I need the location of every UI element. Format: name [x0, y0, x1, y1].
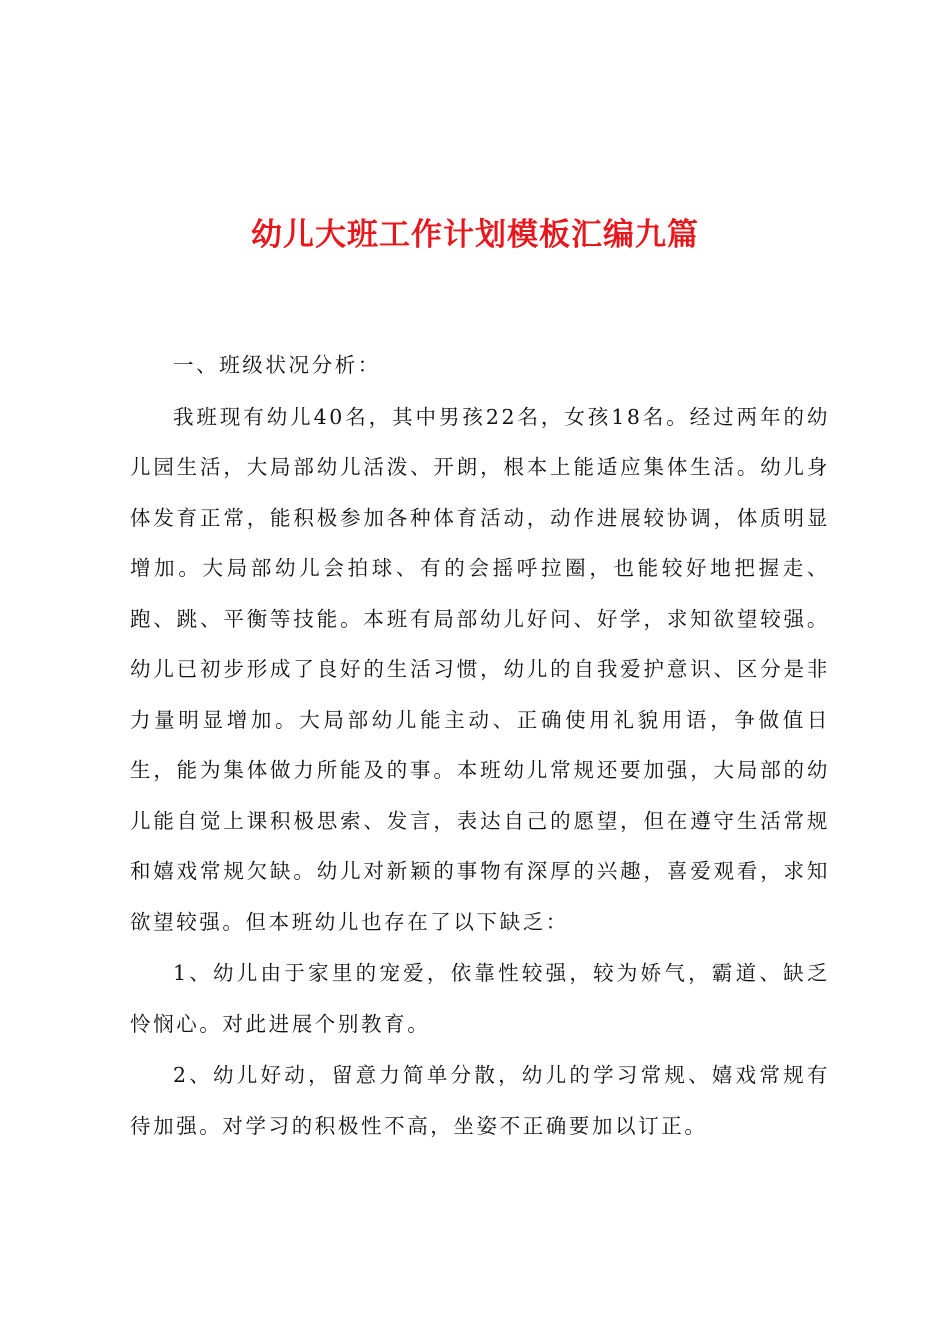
page-title: 幼儿大班工作计划模板汇编九篇: [251, 217, 699, 253]
document-body: [130, 340, 830, 1151]
list-item: 2、幼儿好动，留意力简单分散，幼儿的学习常规、嬉戏常规有待加强。对学习的积极性不高，坐姿不正确要加以订正。: [130, 1063, 830, 1138]
section-heading: 一、班级状况分析：: [173, 353, 381, 377]
list-item: 1、幼儿由于家里的宠爱，依靠性较强，较为娇气，霸道、缺乏怜悯心。对此进展个别教育。: [130, 961, 830, 1036]
body-paragraph: 我班现有幼儿40名，其中男孩22名，女孩18名。经过两年的幼儿园生活，大局部幼儿活泼、开朗，根本上能适应集体生活。幼儿身体发育正常，能积极参加各种体育活动，动作进展较协调，体质明显增加。大局部幼儿会拍球、有的会摇呼拉圈，也能较好地把握走、跑、跳、平衡等技能。本班有局部幼儿好问、好学，求知欲望较强。幼儿已初步形成了良好的生活习惯，幼儿的自我爱护意识、区分是非力量明显增加。大局部幼儿能主动、正确使用礼貌用语，争做值日生，能为集体做力所能及的事。本班幼儿常规还要加强，大局部的幼儿能自觉上课积极思索、发言，表达自己的愿望，但在遵守生活常规和嬉戏常规欠缺。幼儿对新颖的事物有深厚的兴趣，喜爱观看，求知欲望较强。但本班幼儿也存在了以下缺乏：: [130, 404, 830, 934]
